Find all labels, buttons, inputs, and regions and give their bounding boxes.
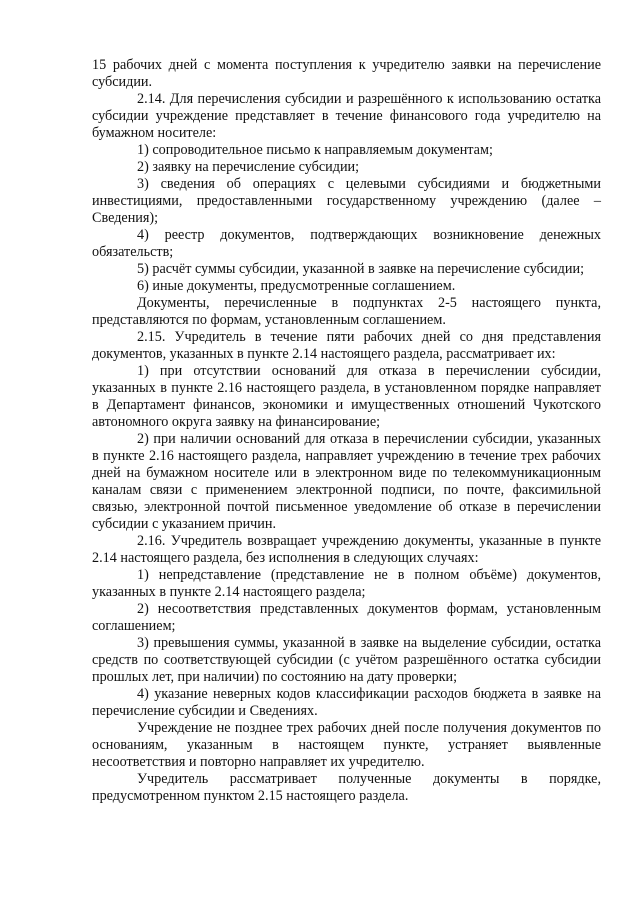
paragraph-founder-review: Учредитель рассматривает полученные документы в порядке, предусмотренном пунктом 2.15 настоящего раздела. (92, 771, 601, 804)
list-item-2-14-4: 4) реестр документов, подтверждающих возникновение денежных обязательств; (92, 227, 601, 260)
paragraph-institution-resubmit: Учреждение не позднее трех рабочих дней после получения документов по основаниям, указанным в настоящем пункте, устраняет выявленные несоответствия и повторно направляет их учредителю. (92, 720, 601, 770)
list-item-2-16-2: 2) несоответствия представленных документов формам, установленным соглашением; (92, 601, 601, 634)
list-item-2-15-2: 2) при наличии оснований для отказа в перечислении субсидии, указанных в пункте 2.16 настоящего раздела, направляет учреждению в течение трех рабочих дней на бумажном носителе или в электронном виде по телекоммуникационным каналам связи с применением электронной подписи, по почте, факсимильной связью, электронной почтой письменное уведомление об отказе в перечислении субсидии с указанием причин. (92, 431, 601, 532)
paragraph-documents-forms: Документы, перечисленные в подпунктах 2-5 настоящего пункта, представляются по формам, установленным соглашением. (92, 295, 601, 328)
list-item-2-14-2: 2) заявку на перечисление субсидии; (137, 159, 360, 175)
list-item-2-16-3: 3) превышения суммы, указанной в заявке на выделение субсидии, остатка средств по соответствующей субсидии (с учётом разрешённого остатка субсидии прошлых лет, при наличии) по состоянию на дату проверки; (92, 635, 601, 685)
document-page (92, 57, 601, 805)
list-item-2-14-1: 1) сопроводительное письмо к направляемым документам; (137, 142, 493, 158)
list-item-2-14-6: 6) иные документы, предусмотренные соглашением. (137, 278, 456, 294)
paragraph-1: 15 рабочих дней с момента поступления к учредителю заявки на перечисление субсидии. (92, 57, 601, 90)
list-item-2-14-3: 3) сведения об операциях с целевыми субсидиями и бюджетными инвестициями, предоставленными государственному учреждению (далее – Сведения); (92, 176, 601, 226)
list-item-2-15-1: 1) при отсутствии оснований для отказа в перечислении субсидии, указанных в пункте 2.16 настоящего раздела, в установленном порядке направляет в Департамент финансов, экономики и имущественных отношений Чукотского автономного округа заявку на финансирование; (92, 363, 601, 430)
paragraph-2-16: 2.16. Учредитель возвращает учреждению документы, указанные в пункте 2.14 настоящего раздела, без исполнения в следующих случаях: (92, 533, 601, 566)
list-item-2-14-5: 5) расчёт суммы субсидии, указанной в заявке на перечисление субсидии; (137, 261, 585, 277)
paragraph-2-14: 2.14. Для перечисления субсидии и разрешённого к использованию остатка субсидии учреждение представляет в течение финансового года учредителю на бумажном носителе: (92, 91, 601, 141)
paragraph-2-15: 2.15. Учредитель в течение пяти рабочих дней со дня представления документов, указанных в пункте 2.14 настоящего раздела, рассматривает их: (92, 329, 601, 362)
list-item-2-16-4: 4) указание неверных кодов классификации расходов бюджета в заявке на перечисление субсидии и Сведениях. (92, 686, 601, 719)
list-item-2-16-1: 1) непредставление (представление не в полном объёме) документов, указанных в пункте 2.14 настоящего раздела; (92, 567, 601, 600)
